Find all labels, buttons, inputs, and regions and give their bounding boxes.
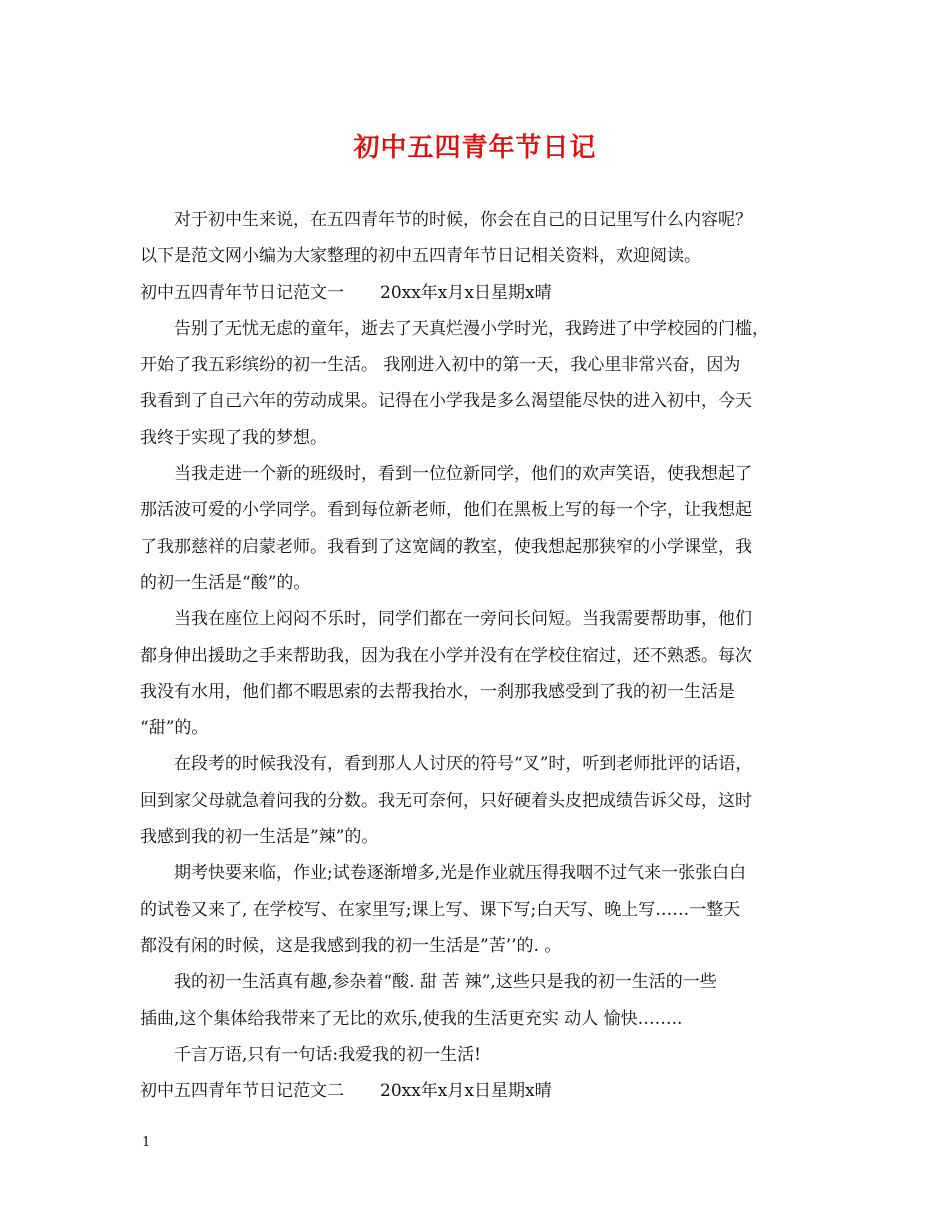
paragraph-line: 我没有水用，他们都不暇思索的去帮我抬水，一刹那我感受到了我的初一生活是 bbox=[140, 681, 735, 702]
paragraph-line: 了我那慈祥的启蒙老师。我看到了这宽阔的教室，使我想起那狭窄的小学课堂，我 bbox=[140, 536, 752, 557]
paragraph-line: 我的初一生活真有趣,参杂着“酸. 甜 苦 辣”,这些只是我的初一生活的一些 bbox=[174, 972, 717, 993]
paragraph-line: “甜”的。 bbox=[140, 718, 209, 739]
paragraph-line: 都身伸出援助之手来帮助我，因为我在小学并没有在学校住宿过，还不熟悉。每次 bbox=[140, 645, 752, 666]
paragraph-line: 都没有闲的时候，这是我感到我的初一生活是”苦’’的. 。 bbox=[140, 935, 562, 956]
section-heading bbox=[140, 1073, 820, 1109]
section-heading-title: 初中五四青年节日记范文二 bbox=[140, 1081, 344, 1102]
paragraph-line: 对于初中生来说，在五四青年节的时候，你会在自己的日记里写什么内容呢？ bbox=[174, 210, 752, 230]
page-number: 1 bbox=[142, 1135, 151, 1150]
paragraph-line: 当我走进一个新的班级时，看到一位位新同学，他们的欢声笑语，使我想起了 bbox=[174, 464, 752, 485]
section-heading bbox=[140, 275, 820, 311]
paragraph-line: 的试卷又来了, 在学校写、在家里写;课上写、课下写;白天写、晚上写……一整天 bbox=[140, 899, 741, 920]
paragraph-line: 那活波可爱的小学同学。看到每位新老师，他们在黑板上写的每一个字，让我想起 bbox=[140, 500, 752, 521]
section-heading-date: 20xx年x月x日星期x晴 bbox=[380, 282, 552, 303]
paragraph-line: 告别了无忧无虑的童年，逝去了天真烂漫小学时光，我跨进了中学校园的门槛， bbox=[174, 318, 769, 339]
paragraph-line: 的初一生活是“酸”的。 bbox=[140, 572, 311, 593]
paragraph-line: 我感到我的初一生活是”辣”的。 bbox=[140, 827, 379, 848]
section-heading-title: 初中五四青年节日记范文一 bbox=[140, 282, 344, 303]
paragraph-line: 千言万语,只有一句话:我爱我的初一生活! bbox=[174, 1044, 481, 1065]
paragraph-line: 我终于实现了我的梦想。 bbox=[140, 427, 327, 448]
paragraph-line: 在段考的时候我没有，看到那人人讨厌的符号“叉”时，听到老师批评的话语， bbox=[174, 754, 753, 775]
document-body bbox=[140, 202, 820, 1109]
paragraph-line: 期考快要来临，作业;试卷逐渐增多,光是作业就压得我咽不过气来一张张白白 bbox=[174, 863, 747, 884]
paragraph-line: 开始了我五彩缤纷的初一生活。 我刚进入初中的第一天，我心里非常兴奋，因为 bbox=[140, 355, 741, 376]
paragraph-line: 插曲,这个集体给我带来了无比的欢乐,使我的生活更充实 动人 愉快…….. bbox=[140, 1008, 683, 1029]
section-heading-date: 20xx年x月x日星期x晴 bbox=[380, 1081, 552, 1102]
paragraph-line: 当我在座位上闷闷不乐时，同学们都在一旁问长问短。当我需要帮助事，他们 bbox=[174, 609, 752, 630]
paragraph-line: 回到家父母就急着问我的分数。我无可奈何，只好硬着头皮把成绩告诉父母，这时 bbox=[140, 790, 752, 811]
paragraph-line: 我看到了自己六年的劳动成果。记得在小学我是多么渴望能尽快的进入初中，今天 bbox=[140, 391, 752, 412]
paragraph-line: 以下是范文网小编为大家整理的初中五四青年节日记相关资料，欢迎阅读。 bbox=[140, 246, 701, 267]
document-title: 初中五四青年节日记 bbox=[353, 133, 597, 163]
